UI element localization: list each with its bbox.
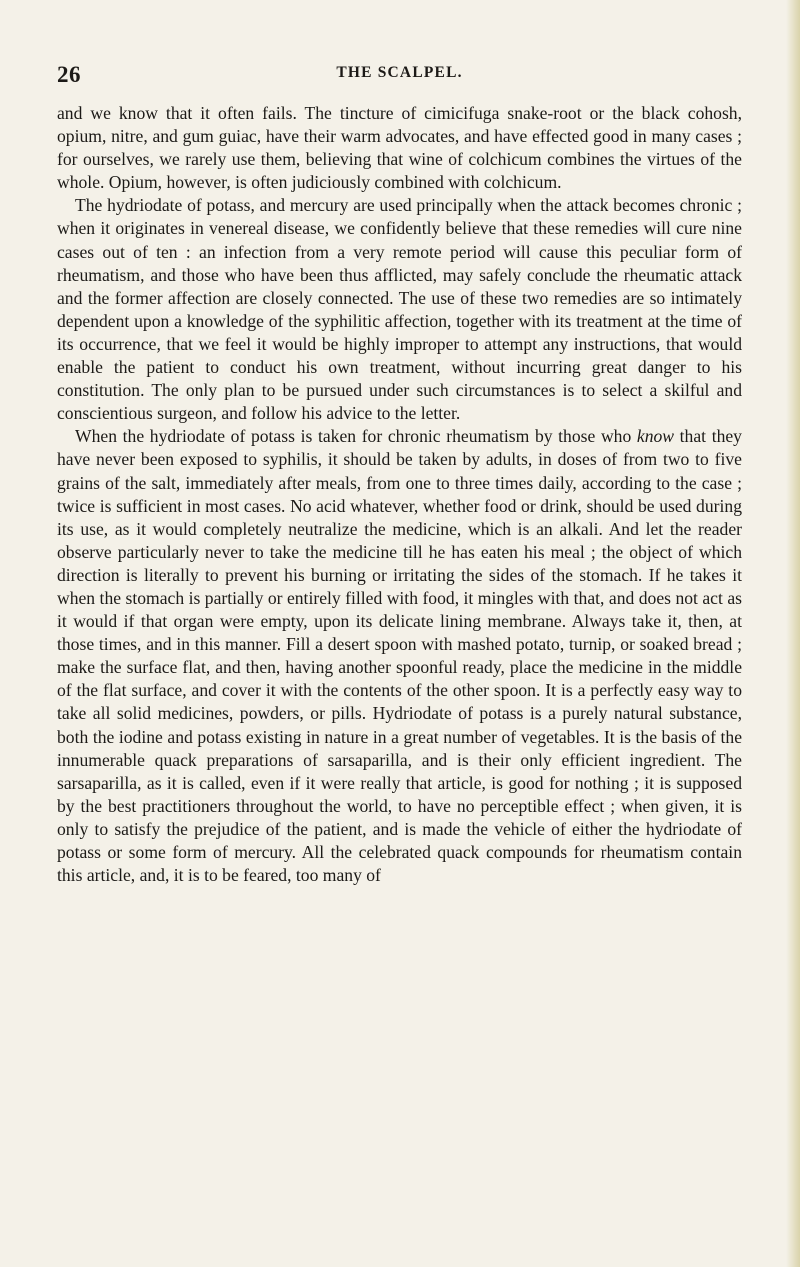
- body-text: [57, 102, 742, 887]
- paragraph-3: [57, 425, 742, 887]
- paragraph-2: The hydriodate of potass, and mercury are used principally when the attack becomes chronic ; when it originates in venereal disease, we confidently believe that these remedies will cure nine cases out of ten : an infection from a very remote period will cause this peculiar form of rheumatism, and those who have been thus afflicted, may safely conclude the rheumatic attack and the former affection are closely connected. The use of these two remedies are so intimately dependent upon a knowledge of the syphilitic affection, together with its treatment at the time of its occurrence, that we feel it would be highly improper to attempt any instructions, that would enable the patient to conduct his own treatment, without incurring great danger to his constitution. The only plan to be pursued under such circumstances is to select a skilful and conscientious surgeon, and follow his advice to the letter.: [57, 195, 742, 424]
- running-header: [57, 62, 742, 88]
- paragraph-3-rest: that they have never been exposed to syphilis, it should be taken by adults, in doses of from two to five grains of the salt, immediately after meals, from one to three times daily, according to the case ; twice is sufficient in most cases. No acid whatever, whether food or drink, should be used during its use, as it would completely neutralize the medicine, which is an alkali. And let the reader observe particularly never to take the medicine till he has eaten his meal ; the object of which direction is literally to prevent his burning or irritating the sides of the stomach. If he takes it when the stomach is partially or entirely filled with food, it mingles with that, and does not act as it would if that organ were empty, upon its delicate lining membrane. Always take it, then, at those times, and in this manner. Fill a desert spoon with mashed potato, turnip, or soaked bread ; make the surface flat, and then, having another spoonful ready, place the medicine in the middle of the flat surface, and cover it with the contents of the other spoon. It is a perfectly easy way to take all solid medicines, powders, or pills. Hydriodate of potass is a purely natural substance, both the iodine and potass existing in nature in a great number of vegetables. It is the basis of the innumerable quack preparations of sarsaparilla, and is their only efficient ingredient. The sarsaparilla, as it is called, even if it were really that article, is good for nothing ; it is supposed by the best practitioners throughout the world, to have no perceptible effect ; when given, it is only to satisfy the prejudice of the patient, and is made the vehicle of either the hydriodate of potass or some form of mercury. All the celebrated quack compounds for rheumatism contain this article, and, it is to be feared, too many of: [57, 426, 742, 886]
- emphasis-know: know: [636, 426, 675, 447]
- page-edge-shadow: [786, 0, 800, 1267]
- paragraph-3-lead: When the hydriodate of potass is taken for chronic rheumatism by those who: [75, 426, 637, 447]
- page-number: 26: [57, 62, 81, 87]
- paragraph-1: and we know that it often fails. The tincture of cimicifuga snake-root or the black cohosh, opium, nitre, and gum guiac, have their warm advocates, and have effected good in many cases ; for ourselves, we rarely use them, believing that wine of colchicum combines the virtues of the whole. Opium, however, is often judiciously combined with colchicum.: [57, 103, 742, 193]
- running-title: THE SCALPEL.: [336, 64, 463, 81]
